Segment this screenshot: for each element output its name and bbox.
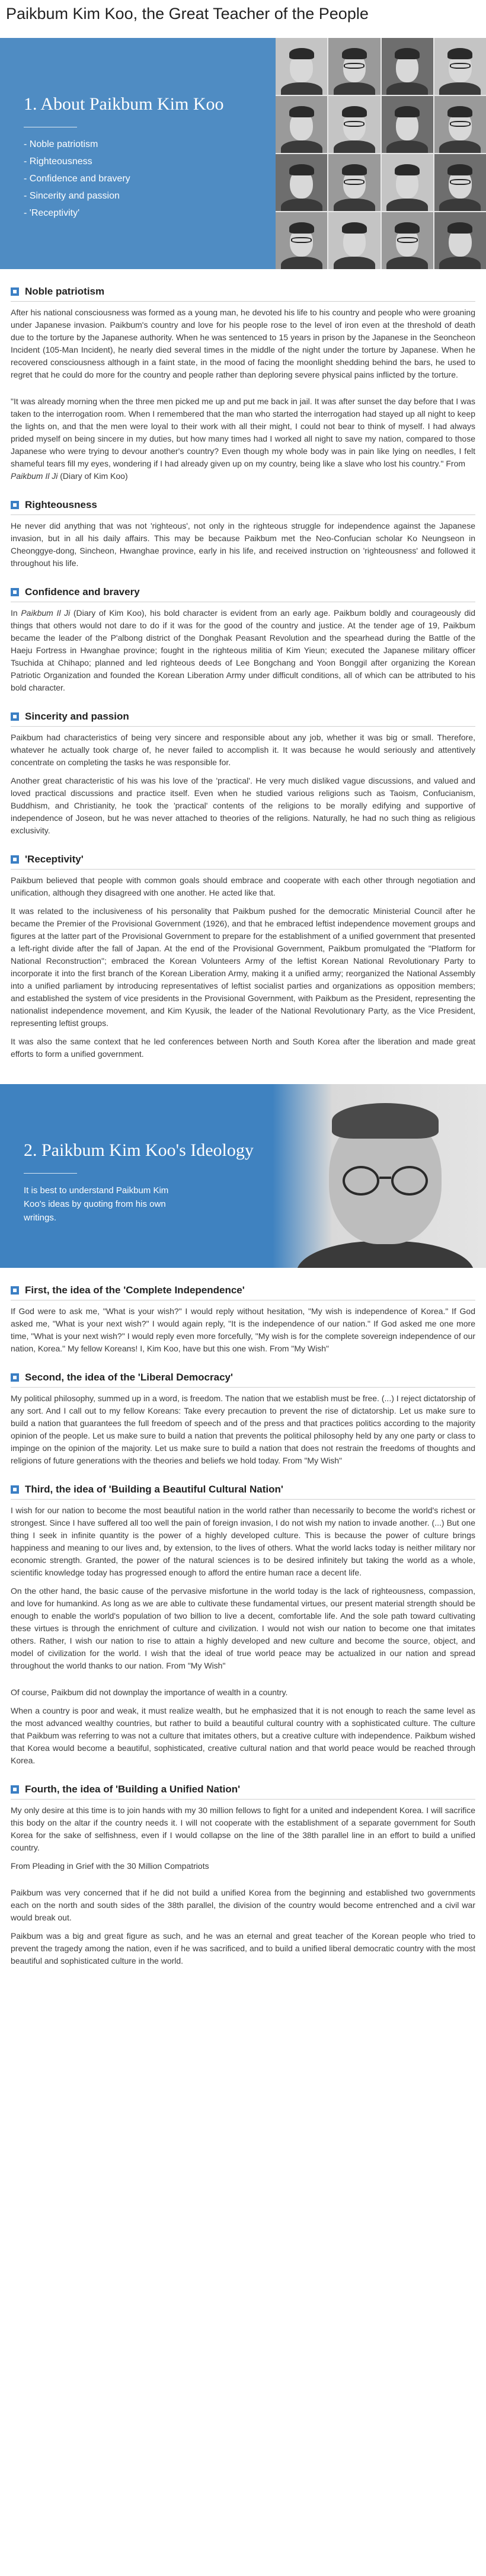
topic-item: - 'Receptivity' [24, 208, 80, 218]
topic-item: - Confidence and bravery [24, 174, 130, 184]
source-line: From Pleading in Grief with the 30 Million Compatriots [11, 1861, 209, 1871]
portrait-photo [328, 212, 380, 269]
section-title: Sincerity and passion [25, 711, 129, 722]
portrait-photo [276, 212, 327, 269]
section-title: Third, the idea of 'Building a Beautiful Cultural Nation' [25, 1484, 283, 1495]
lead-word: In [11, 608, 18, 618]
about-banner-text [0, 38, 276, 269]
paragraph: Paikbum believed that people with common goals should embrace and cooperate with each other through negotiation and unification, although they disagreed with one another. He acted like that. [11, 875, 475, 897]
paragraph: Paikbum had characteristics of being very sincere and responsible about any job, whether it was big or small. Therefore, whatever he actually took charge of, he never failed to accomplish it. It was because he would seriously and attentively concentrate on completing the tasks he was responsible for. [11, 733, 475, 767]
portrait-photo [382, 96, 433, 153]
ideology-banner-heading: 2. Paikbum Kim Koo's Ideology [24, 1140, 254, 1160]
topic-item: - Righteousness [24, 156, 92, 167]
section-title: Fourth, the idea of 'Building a Unified Nation' [25, 1784, 241, 1795]
paragraph: If God were to ask me, "What is your wish?" I would reply without hesitation, "My wish is independence of Korea." If God asked me, "What is your next wish?" I would again reply, "It is the independence of our nation." If God asked me one more time, "What is your next wish?" I would reply even more forcefully, "My wish is for the complete sovereign independence of our nation, Korea." My fellow Koreans! I, Kim Koo, have but this one wish. From "My Wish" [11, 1306, 475, 1353]
page-title: Paikbum Kim Koo, the Great Teacher of the People [6, 5, 369, 23]
section-cultural-nation [11, 1484, 475, 1767]
portrait-collage [276, 38, 486, 269]
paragraph: It was also the same context that he led conferences between North and South Korea after the liberation and made great efforts to form a unified government. [11, 1037, 475, 1059]
paragraph: After his national consciousness was formed as a young man, he devoted his life to his country and people who were groaning under Japanese invasion. Paikbum's country and love for his people rose to the level of iron even at the threshold of death due to the torture by the Japanese authority. When he was sentenced to 15 years in prison by the Japanese in the Seoncheon Incident (105-Man Incident), he nearly died several times in the middle of the night under the torture by Japanese. When he recovered consciousness although in a faint state, in the mood of facing the moonlight shedding behind the bars, he used to regret that he could do more for the country and people rather than deploring severe physical pains inflicted by the torture. [11, 308, 475, 379]
section-liberal-democracy [11, 1372, 475, 1467]
paragraph: Of course, Paikbum did not downplay the importance of wealth in a country. [11, 1687, 288, 1697]
paragraph: On the other hand, the basic cause of the pervasive misfortune in the world today is the lack of righteousness, compassion, and love for humankind. As long as we are able to cultivate these fundamental virtues, our present material strength should be enough to enable the world's population of two billion to live a decent, comfortable life. And the sole path toward cultivating these virtues is through the enrichment of culture and civilization. I would not wish our nation to become one that imitates others. Rather, I wish our nation to rise to attain a highly developed and new culture and become the source, object, and model of civilization for the world. I wish that the ideal of true world peace may be actualized in our nation and spread throughout the world thanks to our nation. From "My Wish" [11, 1586, 475, 1670]
section-marker-icon [11, 501, 19, 509]
section-title: First, the idea of the 'Complete Independence' [25, 1284, 245, 1296]
paragraph: Paikbum was a big and great figure as such, and he was an eternal and great teacher of the Korean people who tried to prevent the tragedy among the nation, even if he was sacrificed, and to build a unified liberal democratic country with the most beautiful and sophisticated culture in the world. [11, 1931, 475, 1965]
about-banner-heading: 1. About Paikbum Kim Koo [24, 94, 224, 114]
section-marker-icon [11, 1785, 19, 1794]
section-complete-independence [11, 1284, 475, 1355]
section-noble-patriotism [11, 286, 475, 482]
portrait-photo [328, 38, 380, 95]
section-title: Noble patriotism [25, 286, 105, 297]
section-header [11, 1284, 475, 1296]
source-tail: (Diary of Kim Koo) [60, 471, 128, 481]
section-header [11, 286, 475, 298]
paragraph [11, 607, 475, 694]
section-header [11, 854, 475, 865]
section-marker-icon [11, 588, 19, 596]
portrait-photo [434, 96, 486, 153]
section-header [11, 711, 475, 723]
ideology-banner-subtitle: It is best to understand Paikbum Kim Koo's ideas by quoting from his own writings. [24, 1185, 169, 1223]
portrait-photo [328, 154, 380, 211]
section-marker-icon [11, 1485, 19, 1494]
portrait-photo [382, 154, 433, 211]
heading-underline [24, 1173, 77, 1174]
ideology-banner [0, 1084, 486, 1268]
portrait-photo [434, 154, 486, 211]
paragraph: He never did anything that was not 'righteous', not only in the righteous struggle for independence against the Japanese invasion, but in all his daily affairs. This may be because Paikbum met the Neo-Confucian scholar Ko Neungseon in Cheonggye-dong, Sincheon, Hwanghae province, early in his life, and received instruction on 'righteousness' and followed it throughout his life. [11, 521, 475, 568]
quote-paragraph [11, 395, 475, 482]
portrait-photo [276, 38, 327, 95]
section-header [11, 1784, 475, 1795]
portrait-photo [273, 1084, 486, 1268]
section-header [11, 586, 475, 598]
section-marker-icon [11, 712, 19, 721]
section-divider [11, 1387, 475, 1388]
paragraph: I wish for our nation to become the most beautiful nation in the world rather than necessarily to become the world's richest or strongest. Since I have suffered all too well the pain of foreign invasion, I do not wish my nation to invade another. (...) But one thing I seek in infinite quantity is the power of a highly developed culture. This is because the power of culture brings happiness and meaning to our lives and, by extension, to the lives of others. What the world lacks today is neither military nor economic strength. Granted, the power of the natural sciences is to be desired infinitely but taking the world as a whole, scientific knowledge today has progressed enough to afford the entire human race a decent life. [11, 1506, 475, 1577]
section-header [11, 1484, 475, 1495]
about-topic-list [24, 136, 130, 222]
portrait-photo [328, 96, 380, 153]
section-title: Confidence and bravery [25, 586, 140, 597]
source-title: Paikbum Il Ji [21, 608, 71, 618]
portrait-photo [434, 212, 486, 269]
topic-item: - Sincerity and passion [24, 191, 120, 201]
portrait-photo [276, 154, 327, 211]
section-header [11, 1372, 475, 1383]
section-header [11, 499, 475, 511]
section-title: 'Receptivity' [25, 854, 84, 865]
paragraph: Another great characteristic of his was his love of the 'practical'. He very much disliked vague discussions, and valued and loved practical discussions and practice itself. Even when he studied various religions such as Taoism, Confucianism, Buddhism, and Christianity, he took the 'practical' contents of the religions to be morally edifying and supportive of independence of Joseon, but he was never attached to theories of the religions. Naturally, he had no such thing as religious exclusivity. [11, 776, 475, 835]
section-marker-icon [11, 287, 19, 296]
paragraph: When a country is poor and weak, it must realize wealth, but he emphasized that it is not enough to reach the same level as the most advanced wealthy countries, but rather to build a beautiful cultural country with a sophisticated culture. The culture that Paikbum was referring to was not a culture that imitates others, but a creative culture with independence. Paikbum wished that Korea would become a beautiful, sophisticated, creative cultural nation and that world peace would be reached through Korea. [11, 1706, 475, 1765]
portrait-photo [276, 96, 327, 153]
section-marker-icon [11, 855, 19, 864]
section-receptivity [11, 854, 475, 1060]
section-sincerity-passion [11, 711, 475, 837]
section-marker-icon [11, 1373, 19, 1382]
about-banner [0, 38, 486, 269]
section-divider [11, 869, 475, 870]
portrait-photo [434, 38, 486, 95]
topic-item: - Noble patriotism [24, 139, 98, 149]
section-divider [11, 1499, 475, 1500]
paragraph: My political philosophy, summed up in a word, is freedom. The nation that we establish must be free. (...) I reject dictatorship of any sort. And I call out to my fellow Koreans: Take every precaution to prevent the rise of dictatorship. Let us make sure to build a nation that guarantees the full freedom of speech and of the press and that practices politics according to the majority opinion of the people. Let us make sure to build a nation that prevents the political philosophy held by any one party or class to impinge on the opinion of the majority. Let us make sure to build a nation that does not restrain the freedoms of thoughts and religions of future generations with the theories and beliefs we hold today. From "My Wish" [11, 1394, 475, 1465]
section-title: Righteousness [25, 499, 97, 510]
portrait-photo [382, 212, 433, 269]
paragraph-text: (Diary of Kim Koo), his bold character is evident from an early age. Paikbum boldly and courageously did things that others would not dare to do if it was for the good of the country and justice. At the tender age of 19, Paikbum became the leader of the P'albong district of the Donghak Peasant Revolution and the spearhead during the Battle of the Haeju Fortress in Hwanghae province; fought in the righteous militia of Kim Yieun; executed the Japanese military officer Tsuchida at Chihapo; planned and led righteous deeds of Lee Bongchang and Yoon Bonggil after organizing the Korean Patriotic Organization and founded the Korean Liberation Army under difficult conditions, all of which can be attributed to his bold character. [11, 608, 476, 692]
section-divider [11, 301, 475, 302]
section-righteousness [11, 499, 475, 570]
portrait-photo [382, 38, 433, 95]
section-divider [11, 1799, 475, 1800]
paragraph: My only desire at this time is to join hands with my 30 million fellows to fight for a united and independent Korea. I will sacrifice this body on the altar if the country needs it. I will not cooperate with the establishment of a separate government for South Korea for the sake of selfishness, even if I would collapse on the line of the 38th parallel line in an effort to build a unified country. [11, 1805, 475, 1852]
paragraph: Paikbum was very concerned that if he did not build a unified Korea from the beginning and established two governments each on the north and south sides of the 38th parallel, the division of the country would become entrenched and a civil war would break out. [11, 1888, 475, 1922]
quote-text: "It was already morning when the three men picked me up and put me back in jail. It was after sunset the day before that I was taken to the interrogation room. When I remembered that the man who started the interrogation had stayed up all night to keep the lights on, and that the men were loyal to their work with all their might, I could not bear to think of myself. I had always prided myself on being sincere in my duties, but how many times had I worked all night to save my nation, compared to those Japanese who were trying to devour another's country? Even though my whole body was in pain like lying on needles, I felt shameful tears fill my eyes, wondering if I had already given up on my country, being like a slave who lost his country." From [11, 397, 475, 468]
section-title: Second, the idea of the 'Liberal Democracy' [25, 1372, 234, 1383]
section-unified-nation [11, 1784, 475, 1967]
section-marker-icon [11, 1286, 19, 1295]
section-confidence-bravery [11, 586, 475, 694]
paragraph: It was related to the inclusiveness of his personality that Paikbum pushed for the democratic Ministerial Council after he became the Premier of the Provisional Government (1926), and that he embraced leftist independence movement groups and figures at the latter part of the Provisional Government to prepare for the establishment of a unified government that presented a left-right divide after the fall of Japan. At the end of the Provisional Government, Paikbum promulgated the "Platform for National Reconstruction"; embraced the Korean Volunteers Army of the leftist Korean National Revolutionary Party to incorporate it into the first branch of the Korean Liberation Army, making it a unified army; reorganized the National Assembly into a unified parliament by introducing representatives of leftist socialist parties and organizations as opposition members; and established the system of vice presidents in the Provisional Government, with Paikbum as the President, representing the nationalist independence movement, and Kim Kyusik, the leader of the National Revolutionary Party, as the Vice President, representing leftist groups. [11, 906, 475, 1028]
section-divider [11, 514, 475, 515]
source-title: Paikbum Il Ji [11, 471, 58, 481]
section-divider [11, 726, 475, 727]
